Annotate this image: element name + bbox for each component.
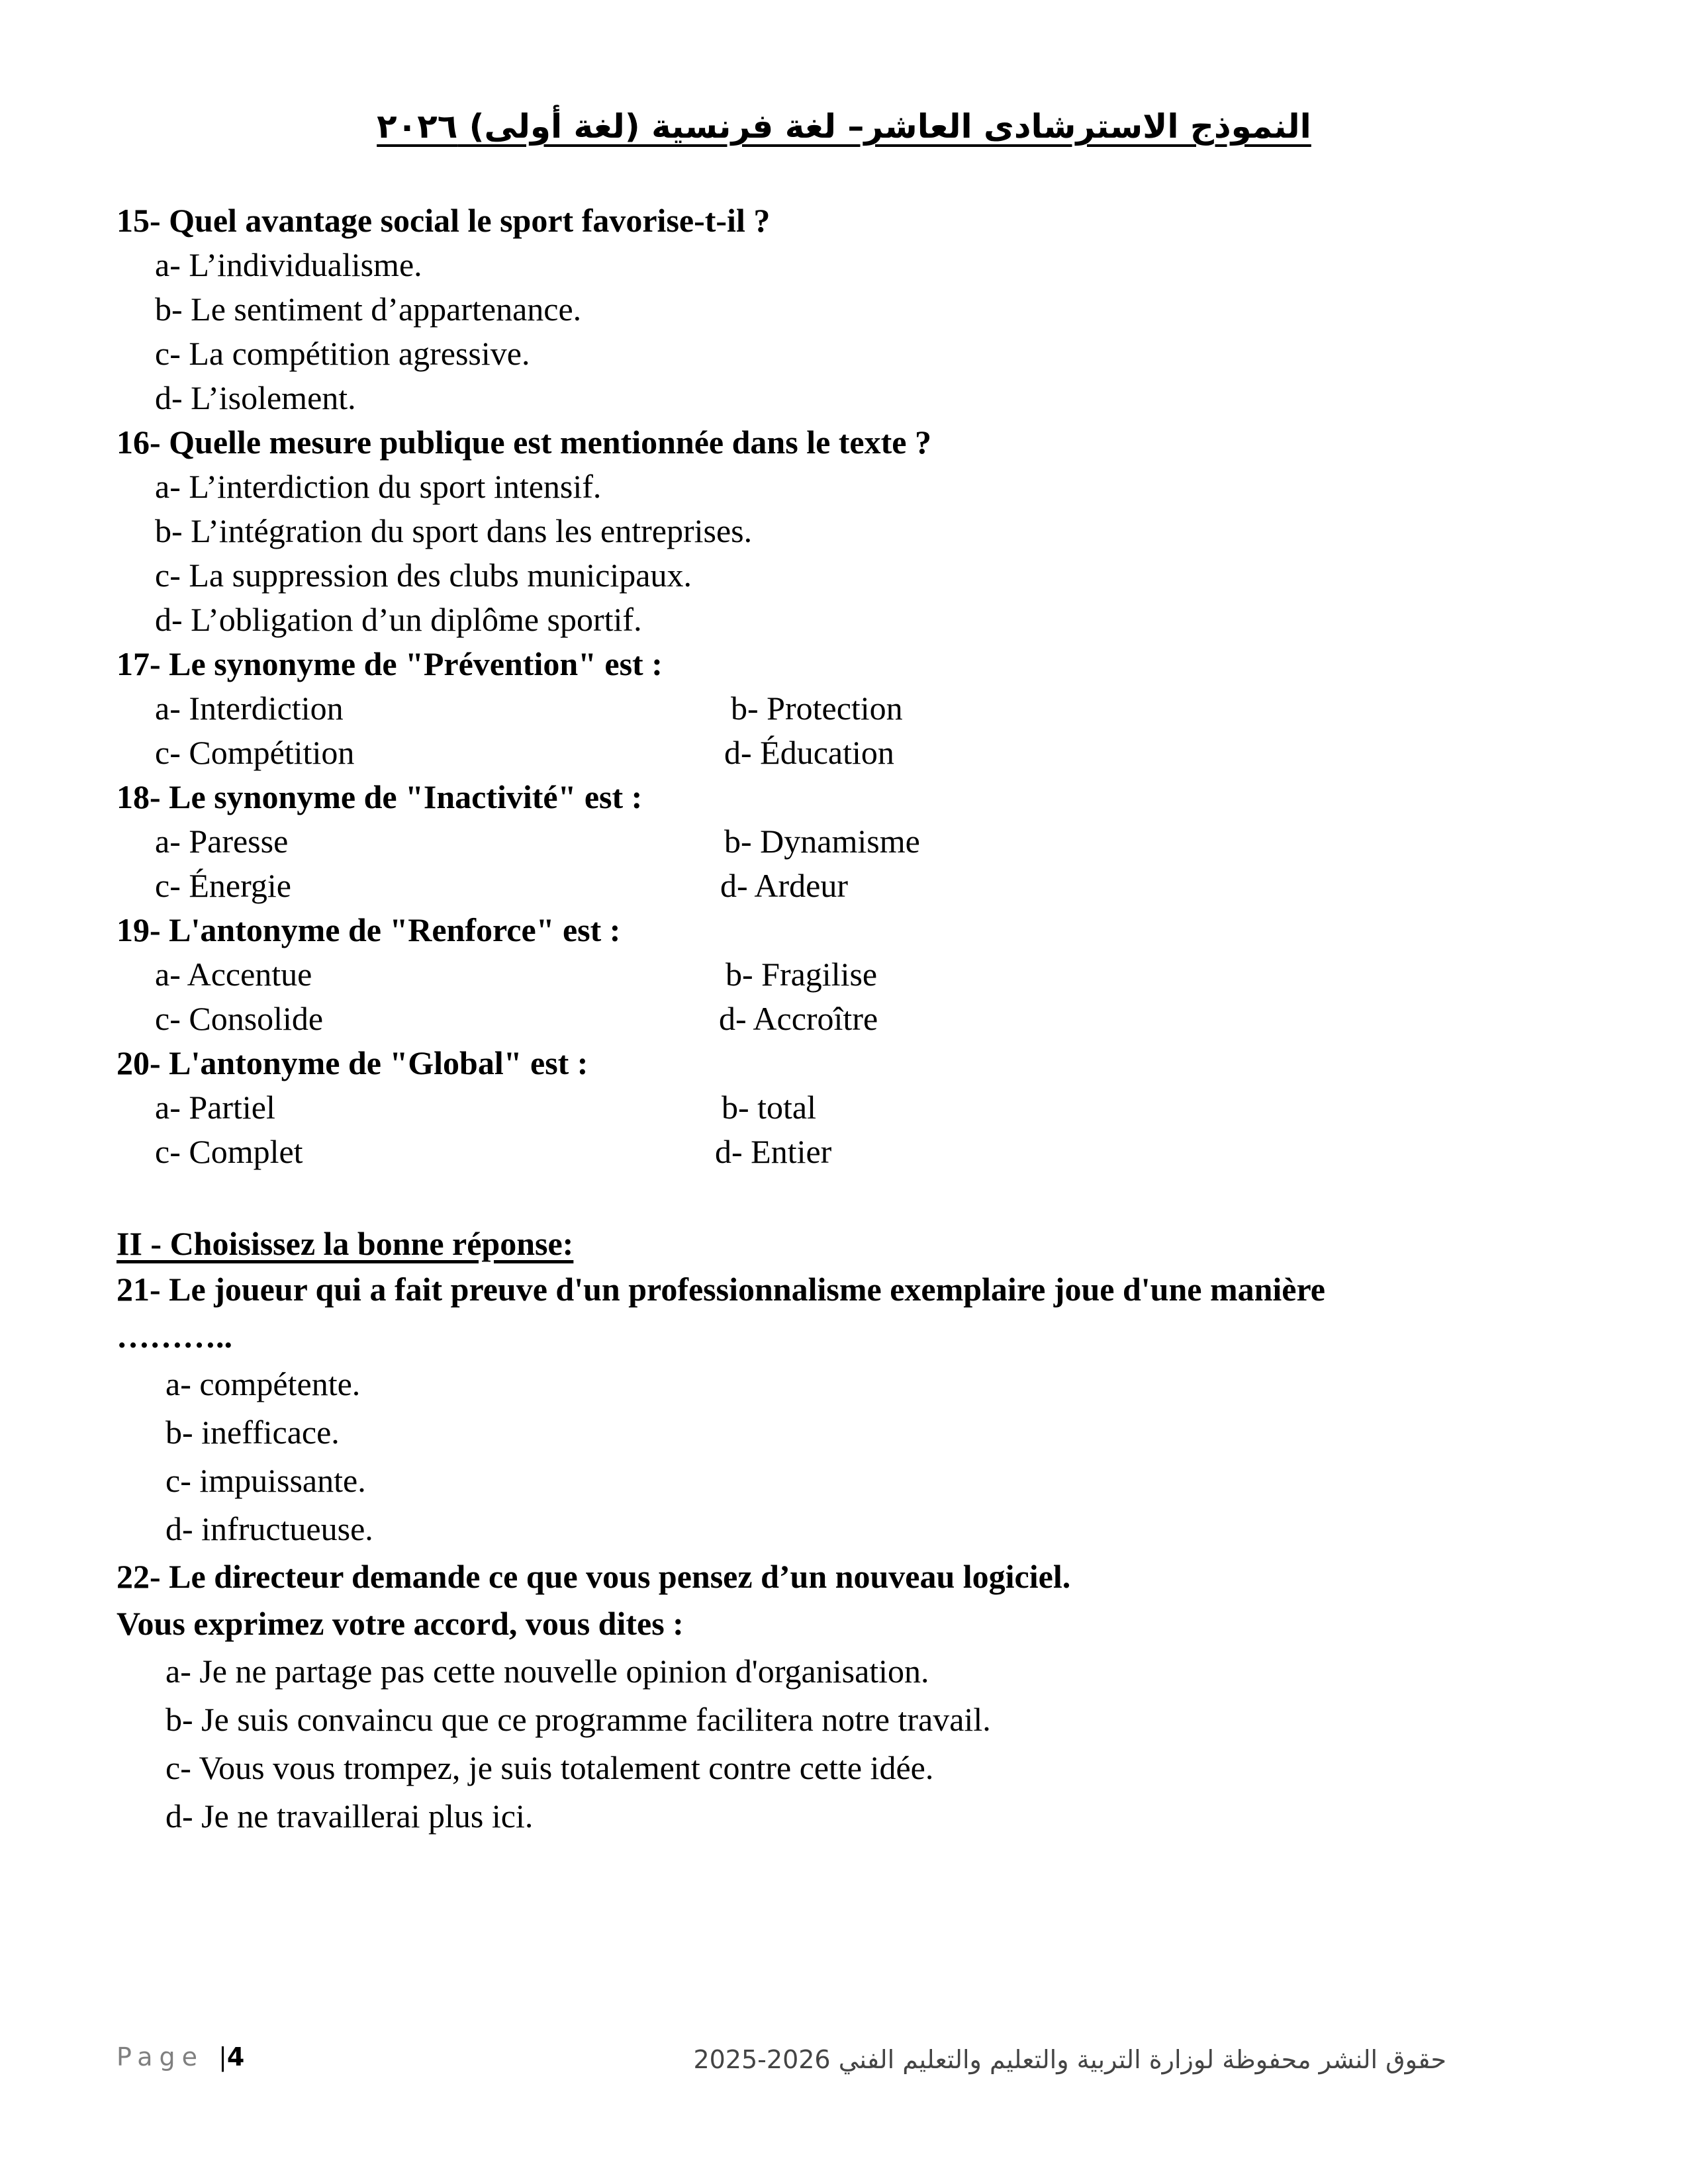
options-row <box>117 1085 1573 1130</box>
question-22: 22- Le directeur demande ce que vous pensez d’un nouveau logiciel. <box>117 1558 1071 1595</box>
option-16c: c- La suppression des clubs municipaux. <box>155 557 692 594</box>
option-22a: a- Je ne partage pas cette nouvelle opinion d'organisation. <box>165 1653 929 1690</box>
option-20b: b- total <box>722 1089 817 1126</box>
option-17b: b- Protection <box>731 690 903 727</box>
option-19a: a- Accentue <box>155 956 312 993</box>
option-21d: d- infructueuse. <box>165 1510 373 1547</box>
question-15: 15- Quel avantage social le sport favorise-t-il ? <box>117 202 771 239</box>
options-row <box>117 819 1573 864</box>
option-21a: a- compétente. <box>165 1365 361 1402</box>
exam-content <box>117 199 1573 1841</box>
option-17a: a- Interdiction <box>155 690 344 727</box>
options-row <box>117 864 1573 908</box>
page-footer-number <box>117 2042 244 2071</box>
option-15c: c- La compétition agressive. <box>155 335 530 372</box>
copyright-notice: حقوق النشر محفوظة لوزارة التربية والتعليم والتعليم الفني 2026-2025 <box>693 2045 1446 2074</box>
option-17d: d- Éducation <box>724 734 894 771</box>
option-18a: a- Paresse <box>155 823 289 860</box>
option-22c: c- Vous vous trompez, je suis totalement contre cette idée. <box>165 1749 934 1786</box>
option-15b: b- Le sentiment d’appartenance. <box>155 291 582 328</box>
option-19b: b- Fragilise <box>726 956 878 993</box>
option-22b: b- Je suis convaincu que ce programme facilitera notre travail. <box>165 1701 991 1738</box>
option-19c: c- Consolide <box>155 1000 324 1037</box>
options-row <box>117 952 1573 997</box>
question-16: 16- Quelle mesure publique est mentionnée dans le texte ? <box>117 424 931 461</box>
option-22d: d- Je ne travaillerai plus ici. <box>165 1797 534 1835</box>
question-20: 20- L'antonyme de "Global" est : <box>117 1044 588 1081</box>
option-15a: a- L’individualisme. <box>155 246 422 283</box>
option-20c: c- Complet <box>155 1133 303 1170</box>
question-21: 21- Le joueur qui a fait preuve d'un professionnalisme exemplaire joue d'une manière ……….. <box>117 1271 1325 1355</box>
section-title: II - Choisissez la bonne réponse: <box>117 1225 574 1262</box>
page-number: 4 <box>226 2042 245 2071</box>
option-21c: c- impuissante. <box>165 1462 366 1499</box>
page-title-text: النموذج الاسترشادى العاشر– لغة فرنسية (لغة أولى) ٢٠٢٦ <box>377 107 1311 146</box>
question-18: 18- Le synonyme de "Inactivité" est : <box>117 778 643 815</box>
options-row <box>117 686 1573 731</box>
option-16a: a- L’interdiction du sport intensif. <box>155 468 602 505</box>
options-row <box>117 997 1573 1041</box>
option-16d: d- L’obligation d’un diplôme sportif. <box>155 601 642 638</box>
question-17: 17- Le synonyme de "Prévention" est : <box>117 645 663 682</box>
option-18b: b- Dynamisme <box>724 823 920 860</box>
option-19d: d- Accroître <box>719 1000 878 1037</box>
option-18c: c- Énergie <box>155 867 291 904</box>
option-21b: b- inefficace. <box>165 1414 340 1451</box>
question-19: 19- L'antonyme de "Renforce" est : <box>117 911 621 948</box>
question-22-prompt: Vous exprimez votre accord, vous dites : <box>117 1605 684 1642</box>
option-20d: d- Entier <box>715 1133 832 1170</box>
page-title <box>0 107 1688 146</box>
options-row <box>117 731 1573 775</box>
option-18d: d- Ardeur <box>720 867 848 904</box>
footer-separator: | <box>218 2042 227 2071</box>
page-label: Page <box>117 2042 204 2071</box>
option-17c: c- Compétition <box>155 734 355 771</box>
option-15d: d- L’isolement. <box>155 379 356 416</box>
option-16b: b- L’intégration du sport dans les entreprises. <box>155 512 753 549</box>
option-20a: a- Partiel <box>155 1089 275 1126</box>
options-row <box>117 1130 1573 1174</box>
